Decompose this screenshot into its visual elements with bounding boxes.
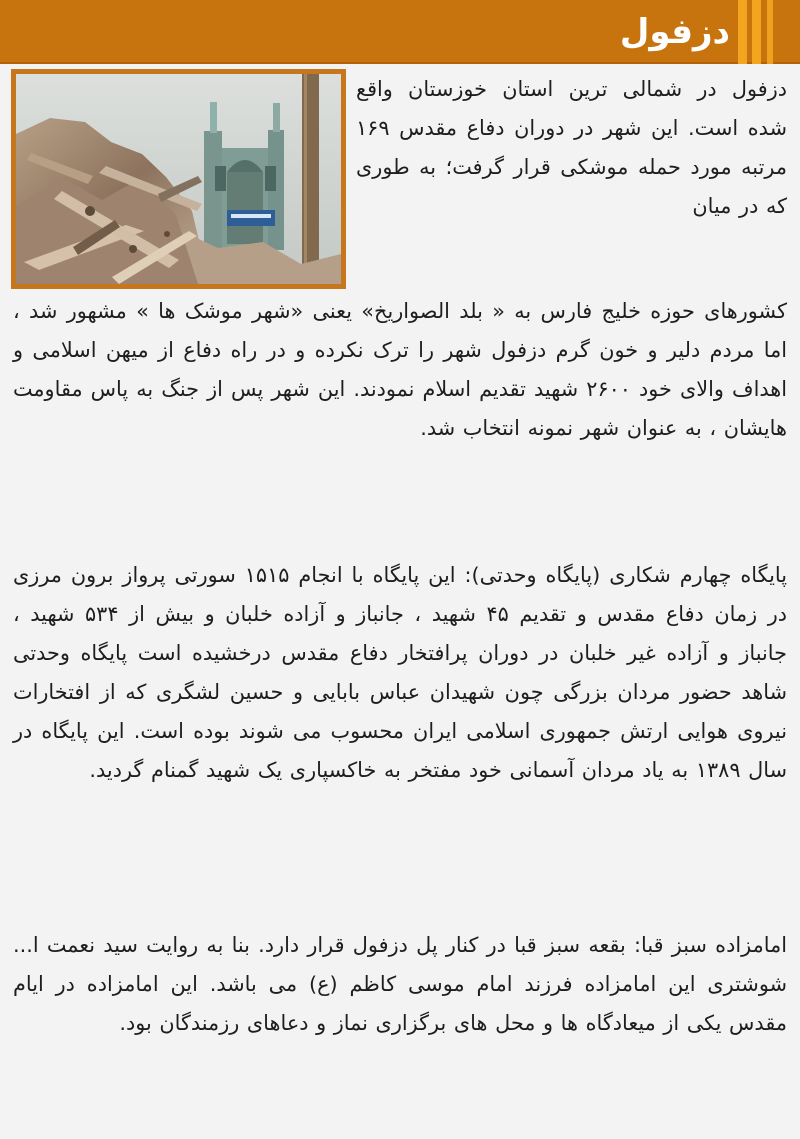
header-accent-bar <box>752 0 761 64</box>
damaged-mosque-illustration <box>16 74 341 284</box>
intro-paragraph-continued: کشورهای حوزه خلیج فارس به « بلد الصواریخ» یعنی «شهر موشک ها » مشهور شد ، اما مردم دلیر و خون گرم دزفول شهر را ترک نکرده و در راه دفاع از میهن اسلامی و اهداف والای خود ۲۶۰۰ شهید تقدیم اسلام نمودند. این شهر پس از جنگ به پاس مقاومت هایشان ، به عنوان شهر نمونه انتخاب شد. <box>13 299 788 440</box>
air-base-paragraph: پایگاه چهارم شکاری (پایگاه وحدتی): این پایگاه با انجام ۱۵۱۵ سورتی پرواز برون مرزی در زمان دفاع مقدس و تقدیم ۴۵ شهید ، جانباز و آزاده خلبان و بیش از ۵۳۴ شهید ، جانباز و آزاده غیر خلبان در دوران پرافتخار دفاع مقدس درخشیده است پایگاه وحدتی شاهد حضور مردان بزرگی چون شهیدان عباس بابایی و حسین لشگری که از افتخارات نیروی هوایی ارتش جمهوری اسلامی ایران محسوب می شوند بوده است. این پایگاه در سال ۱۳۸۹ به یاد مردان آسمانی خود مفتخر به خاکسپاری یک شهید گمنام گردید. <box>13 563 788 782</box>
header-accent-bar <box>738 0 747 64</box>
page-title: دزفول <box>619 12 730 52</box>
damaged-mosque-photo <box>11 69 346 289</box>
header-accent-bar <box>767 0 773 64</box>
intro-paragraph-top: دزفول در شمالی ترین استان خوزستان واقع شده است. این شهر در دوران دفاع مقدس ۱۶۹ مرتبه مورد حمله موشکی قرار گرفت؛ به طوری که در میان <box>356 77 787 218</box>
shrine-paragraph: امامزاده سبز قبا: بقعه سبز قبا در کنار پل دزفول قرار دارد. بنا به روایت سید نعمت ا... شوشتری این امامزاده فرزند امام موسی کاظم (ع) می باشد. این امامزاده در ایام مقدس یکی از میعادگاه ها و محل های برگزاری نماز و دعاهای رزمندگان بود. <box>13 933 787 1035</box>
section-header <box>0 0 800 64</box>
header-accent-bars <box>738 0 778 64</box>
